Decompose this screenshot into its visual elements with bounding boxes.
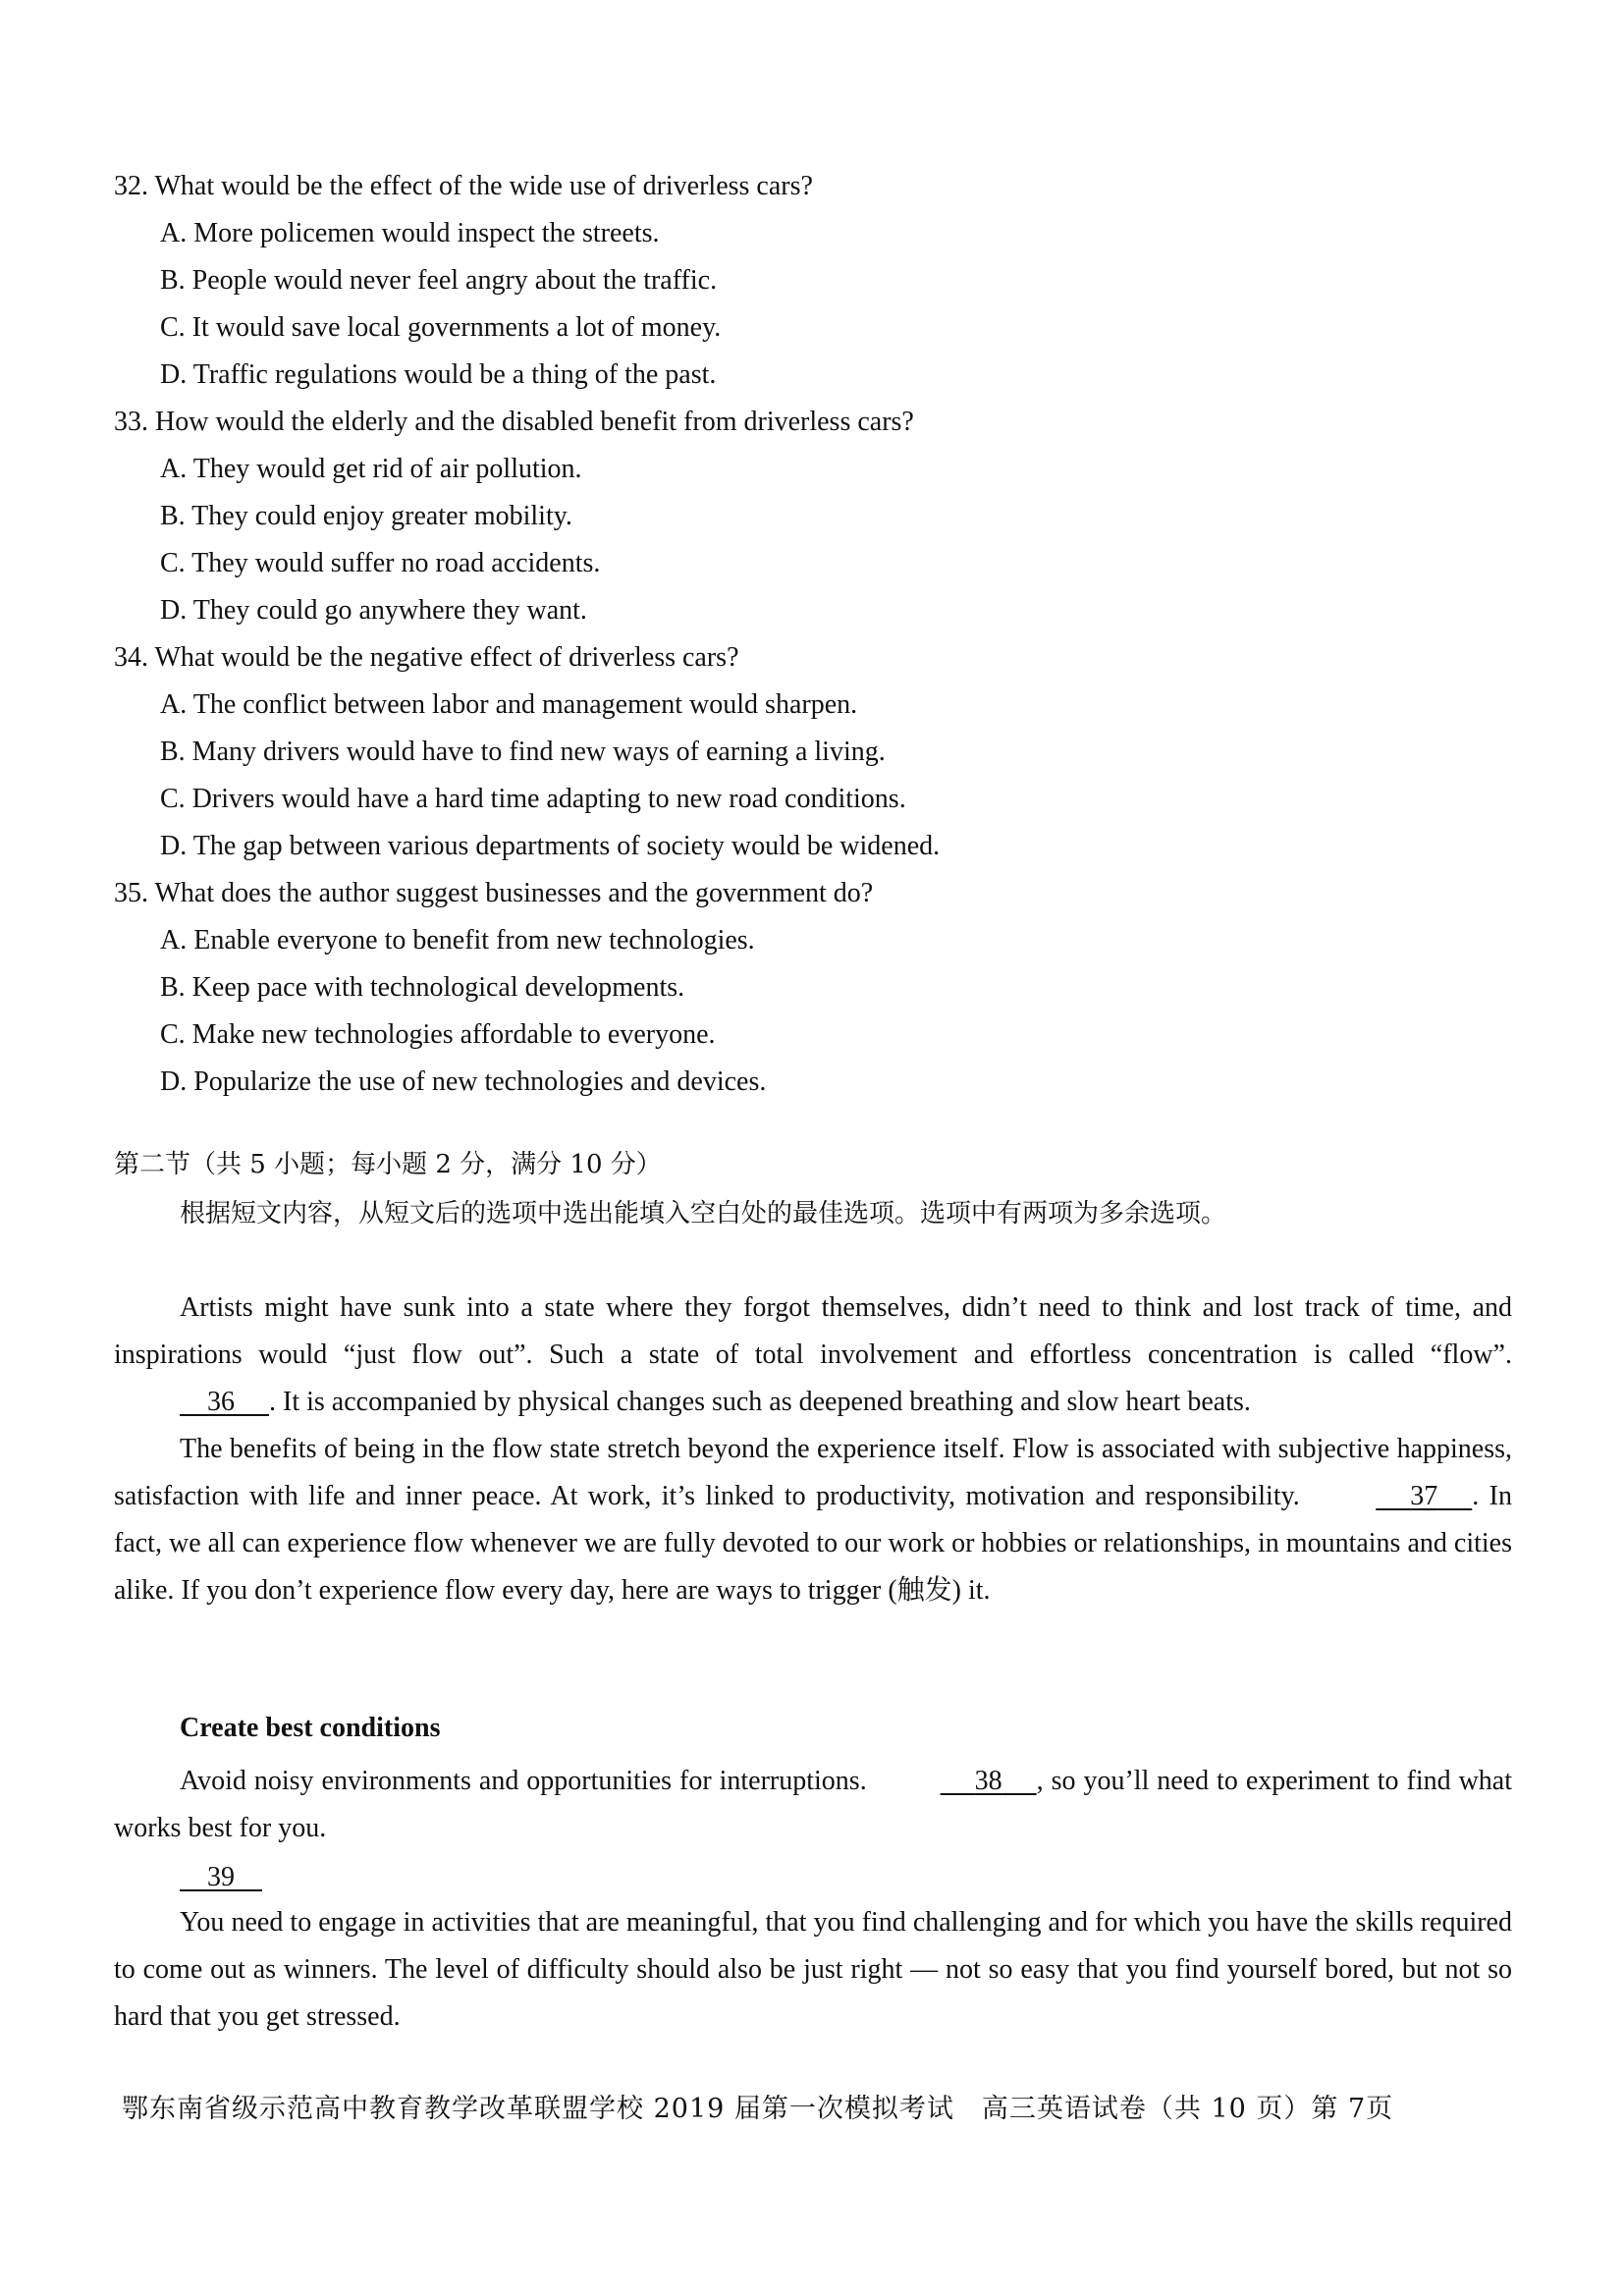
blank-38-number: 38 [974, 1766, 1002, 1796]
blank-36-number: 36 [207, 1387, 235, 1417]
blank-39-heading [180, 1860, 262, 1895]
question-34-option-a: A. The conflict between labor and management would sharpen. [160, 689, 858, 720]
question-32-option-d: D. Traffic regulations would be a thing of the past. [160, 359, 717, 390]
question-35-option-b: B. Keep pace with technological developments. [160, 972, 685, 1003]
passage-paragraph-3 [114, 1758, 1512, 1852]
section-2-instruction: 根据短文内容，从短文后的选项中选出能填入空白处的最佳选项。选项中有两项为多余选项。 [180, 1199, 1227, 1229]
passage-paragraph-1 [114, 1284, 1512, 1426]
question-35-stem: 35. What does the author suggest businesses and the government do? [114, 878, 874, 908]
passage-paragraph-2 [114, 1426, 1512, 1614]
passage-paragraph-4: You need to engage in activities that are meaningful, that you find challenging and for which you have the skills required to come out as winners. The level of difficulty should also be just right — not so easy that you find yourself bored, but not so hard that you get stressed. [114, 1907, 1512, 2032]
paragraph-1-text-before: Artists might have sunk into a state where they forgot themselves, didn’t need to think and lost track of time, and inspirations would “just flow out”. Such a state of total involvement and effortless concentration is called “flow”. [114, 1292, 1512, 1370]
question-32-option-a: A. More policemen would inspect the streets. [160, 218, 660, 248]
question-35-option-c: C. Make new technologies affordable to everyone. [160, 1019, 716, 1050]
blank-39 [180, 1860, 262, 1895]
question-32-option-b: B. People would never feel angry about the traffic. [160, 265, 718, 296]
question-33-stem: 33. How would the elderly and the disabled benefit from driverless cars? [114, 407, 914, 437]
question-33-option-d: D. They could go anywhere they want. [160, 595, 587, 626]
question-34-option-c: C. Drivers would have a hard time adapting to new road conditions. [160, 784, 906, 814]
passage-block-3 [114, 1899, 1512, 2041]
passage-block-1 [114, 1284, 1512, 1614]
blank-36 [114, 1379, 269, 1426]
question-35-option-d: D. Popularize the use of new technologies and devices. [160, 1066, 767, 1097]
question-33-option-b: B. They could enjoy greater mobility. [160, 501, 572, 531]
blank-37-number: 37 [1410, 1481, 1438, 1511]
blank-38 [875, 1758, 1037, 1805]
passage-heading: Create best conditions [180, 1713, 441, 1743]
question-32-stem: 32. What would be the effect of the wide use of driverless cars? [114, 171, 813, 201]
page-footer: 鄂东南省级示范高中教育教学改革联盟学校 2019 届第一次模拟考试 高三英语试卷（共 10 页）第 7页 [122, 2094, 1394, 2124]
blank-37 [1310, 1473, 1472, 1520]
question-33-option-c: C. They would suffer no road accidents. [160, 548, 601, 578]
paragraph-1-text-after: . It is accompanied by physical changes such as deepened breathing and slow heart beats. [269, 1387, 1251, 1417]
passage-block-2 [114, 1758, 1512, 1852]
section-2-title: 第二节（共 5 小题；每小题 2 分，满分 10 分） [114, 1150, 662, 1179]
question-34-option-b: B. Many drivers would have to find new ways of earning a living. [160, 737, 886, 767]
question-34-option-d: D. The gap between various departments of society would be widened. [160, 831, 941, 861]
question-33-option-a: A. They would get rid of air pollution. [160, 454, 582, 484]
paragraph-2-text-after: . In fact, we all can experience flow whenever we are fully devoted to our work or hobbies or relationships, in mountains and cities alike. If you don’t experience flow every day, here are ways to trigger (触发) it. [114, 1481, 1513, 1606]
paragraph-2-text-before: The benefits of being in the flow state stretch beyond the experience itself. Flow is associated with subjective happiness, satisfaction with life and inner peace. At work, it’s linked to productivity, motivation and responsibility. [114, 1434, 1512, 1511]
question-32-option-c: C. It would save local governments a lot of money. [160, 312, 722, 343]
question-34-stem: 34. What would be the negative effect of driverless cars? [114, 642, 739, 673]
paragraph-3-text-after: , so you’ll need to experiment to find what works best for you. [114, 1766, 1512, 1843]
question-35-option-a: A. Enable everyone to benefit from new technologies. [160, 925, 755, 956]
blank-39-number: 39 [207, 1862, 235, 1892]
paragraph-3-text-before: Avoid noisy environments and opportunities for interruptions. [180, 1766, 875, 1796]
